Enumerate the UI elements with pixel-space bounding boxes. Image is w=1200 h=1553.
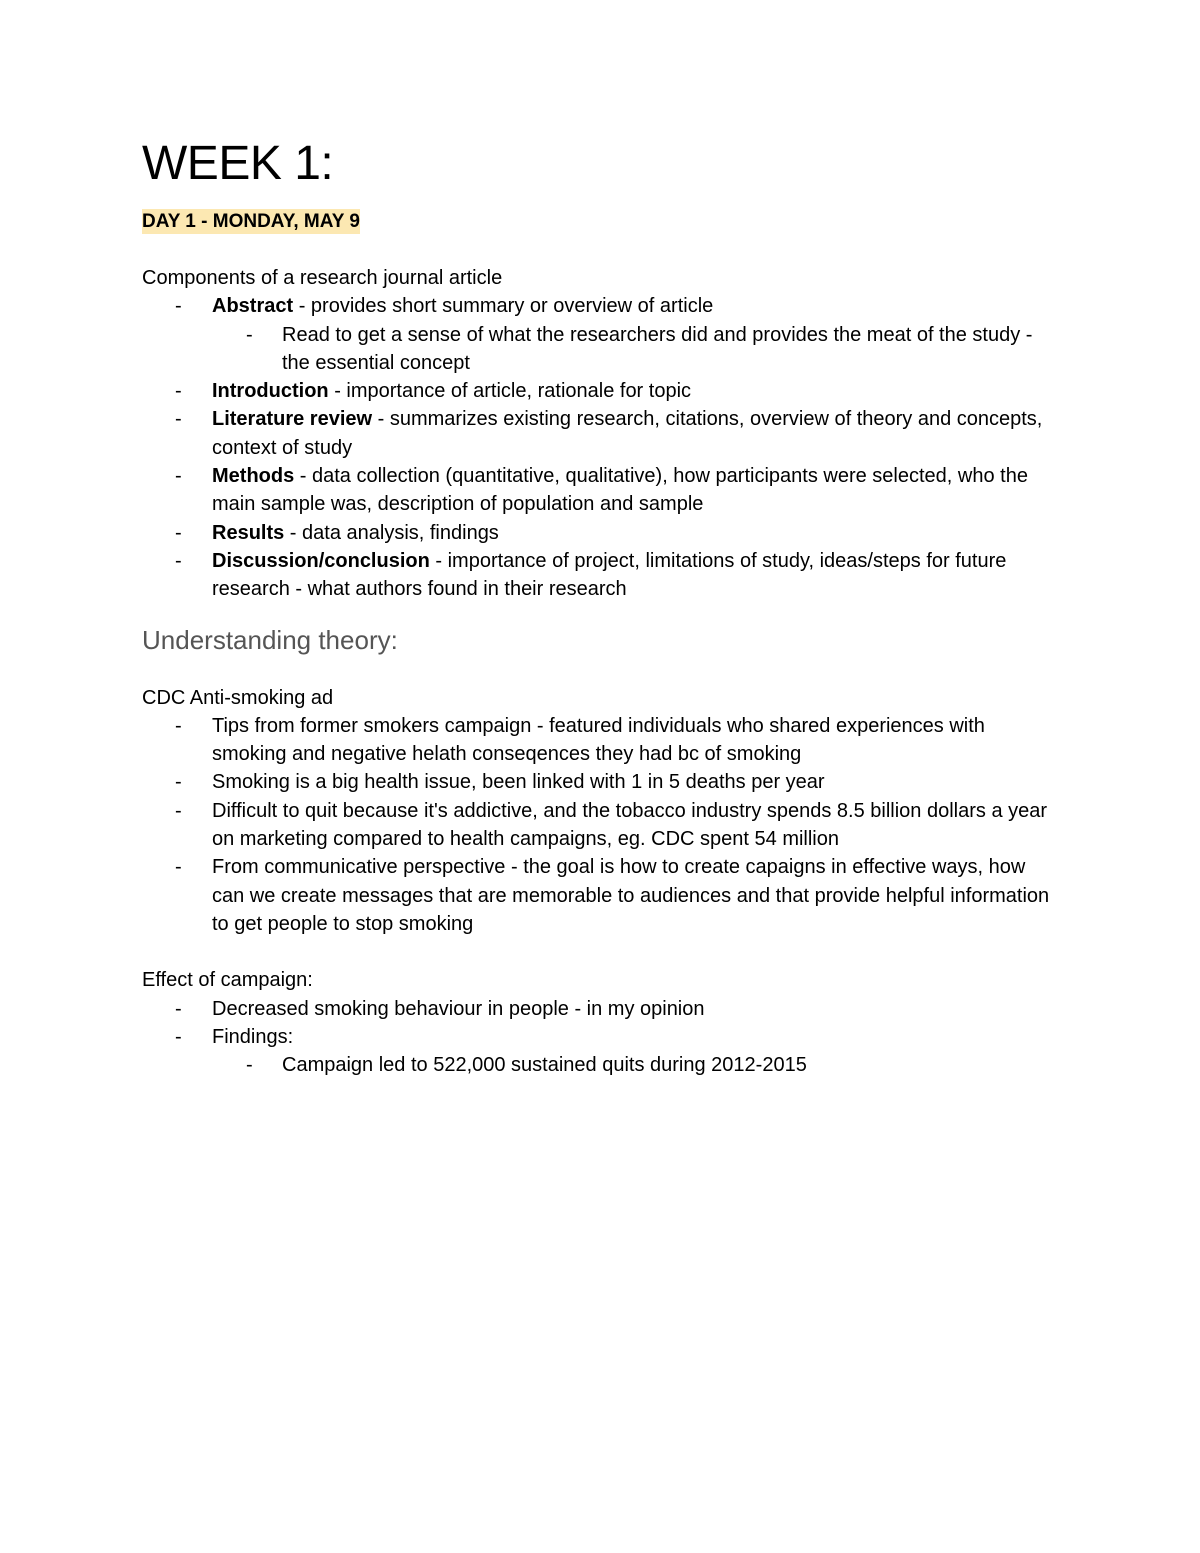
list-item-text: Decreased smoking behaviour in people - in my opinion [212, 997, 705, 1020]
term-label: Discussion/conclusion [212, 549, 430, 572]
dash-bullet: - [175, 799, 182, 822]
list-item-abstract [142, 292, 1062, 377]
list-item [142, 1023, 1062, 1080]
findings-sublist [212, 1051, 1062, 1079]
sub-item-text: Campaign led to 522,000 sustained quits during 2012-2015 [282, 1054, 807, 1077]
list-item-literature-review [142, 405, 1062, 462]
dash-bullet: - [175, 714, 182, 737]
list-item-text: Smoking is a big health issue, been linked with 1 in 5 deaths per year [212, 771, 825, 794]
theory-heading: Understanding theory: [142, 624, 398, 655]
effect-intro: Effect of campaign: [142, 969, 313, 992]
term-label: Literature review [212, 408, 373, 431]
dash-bullet: - [246, 323, 253, 346]
effect-list [142, 995, 1062, 1080]
dash-bullet: - [175, 465, 182, 488]
term-description: - importance of project, limitations of study, ideas/steps for future research - what authors found in their research [212, 549, 1007, 601]
components-list [142, 292, 1062, 603]
dash-bullet: - [175, 295, 182, 318]
term-label: Results [212, 521, 285, 544]
list-item-methods [142, 462, 1062, 519]
dash-bullet: - [246, 1054, 253, 1077]
cdc-intro: CDC Anti-smoking ad [142, 686, 334, 709]
sub-item-text: Read to get a sense of what the researchers did and provides the meat of the study - the essential concept [282, 323, 1033, 374]
list-item [142, 797, 1062, 854]
day-line [142, 208, 1062, 236]
list-item-text: From communicative perspective - the goal is how to create capaigns in effective ways, how can we create messages that are memorable to audiences and that provide helpful information to get people to stop smoking [212, 856, 1050, 935]
dash-bullet: - [175, 549, 182, 572]
list-item [142, 712, 1062, 769]
list-item-text: Tips from former smokers campaign - featured individuals who shared experiences with smoking and negative helath conseqences they had bc of smoking [212, 714, 985, 766]
dash-bullet: - [175, 521, 182, 544]
term-description: - data collection (quantitative, qualitative), how participants were selected, who the main sample was, description of population and sample [212, 465, 1028, 516]
term-label: Methods [212, 465, 295, 488]
term-description: - importance of article, rationale for topic [328, 380, 692, 403]
components-intro: Components of a research journal article [142, 267, 503, 289]
term-label: Introduction [212, 380, 329, 403]
term-description: - data analysis, findings [284, 521, 499, 544]
dash-bullet: - [175, 856, 182, 879]
list-item [246, 321, 1062, 378]
list-item-text: Difficult to quit because it's addictive, and the tobacco industry spends 8.5 billion dollars a year on marketing compared to health campaigns, eg. CDC spent 54 million [212, 799, 1048, 851]
day-label: DAY 1 - MONDAY, MAY 9 [142, 211, 360, 232]
spacer [142, 604, 1062, 624]
dash-bullet: - [175, 380, 182, 403]
dash-bullet: - [175, 997, 182, 1020]
term-description: - summarizes existing research, citations, overview of theory and concepts, context of study [212, 408, 1043, 459]
spacer [142, 938, 1062, 966]
abstract-sublist [212, 321, 1062, 378]
spacer [142, 236, 1062, 264]
term-label: Abstract [212, 295, 294, 318]
week-heading: WEEK 1: [142, 137, 334, 190]
dash-bullet: - [175, 771, 182, 794]
list-item [142, 768, 1062, 796]
list-item [246, 1051, 1062, 1079]
list-item-results [142, 519, 1062, 547]
list-item-discussion [142, 547, 1062, 604]
list-item-introduction [142, 377, 1062, 405]
cdc-list [142, 712, 1062, 938]
spacer [142, 656, 1062, 684]
list-item [142, 995, 1062, 1023]
term-description: - provides short summary or overview of article [293, 295, 714, 318]
dash-bullet: - [175, 408, 182, 431]
dash-bullet: - [175, 1025, 182, 1048]
document-page [142, 137, 1062, 1079]
list-item-text: Findings: [212, 1025, 294, 1048]
list-item [142, 853, 1062, 938]
